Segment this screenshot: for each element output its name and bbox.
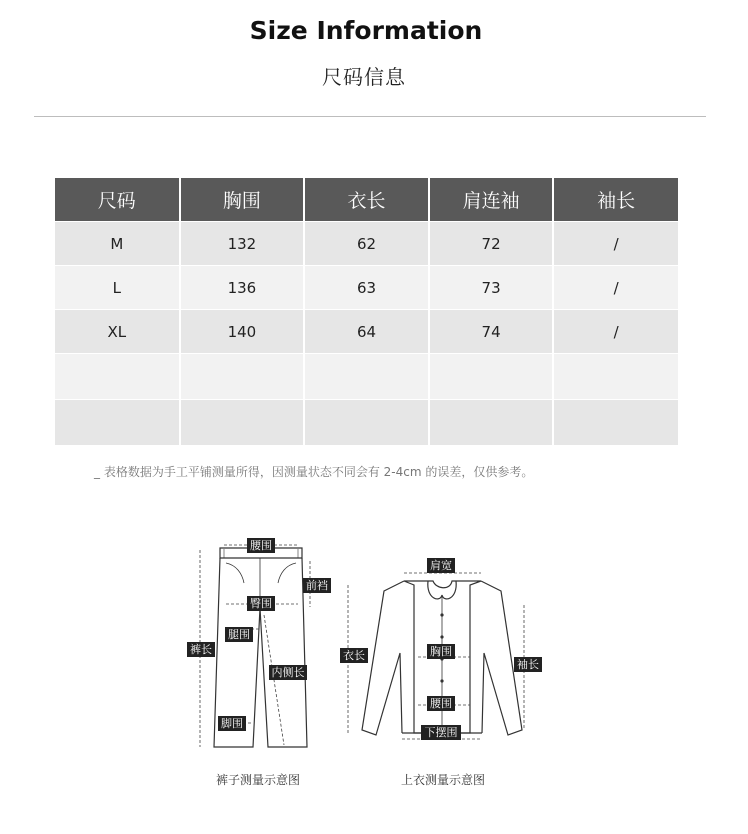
pants-label-inseam [269, 665, 307, 680]
column-header: 袖长 [553, 178, 678, 222]
pants-label-waist [247, 538, 275, 553]
table-row [55, 310, 678, 354]
table-cell: XL [55, 310, 180, 354]
table-row [55, 266, 678, 310]
svg-text:内侧长: 内侧长 [271, 666, 305, 679]
svg-text:前裆: 前裆 [306, 579, 328, 592]
measurement-note: _ 表格数据为手工平铺测量所得，因测量状态不同会有 2-4cm 的误差，仅供参考。 [94, 465, 534, 479]
svg-text:腰围: 腰围 [250, 539, 272, 552]
svg-text:腰围: 腰围 [430, 697, 452, 710]
measurement-diagrams [170, 525, 550, 761]
column-header: 肩连袖 [429, 178, 554, 222]
shirt-caption: 上衣测量示意图 [401, 773, 486, 787]
table-cell [55, 400, 180, 446]
table-cell [429, 400, 554, 446]
table-cell [304, 400, 429, 446]
shirt-label-sleeve [514, 657, 542, 672]
pants-label-leg-opening [218, 716, 246, 731]
svg-text:袖长: 袖长 [517, 658, 539, 671]
table-cell [304, 354, 429, 400]
table-cell: 63 [304, 266, 429, 310]
title-chinese: 尺码信息 [322, 65, 406, 89]
svg-text:臀围: 臀围 [250, 597, 272, 610]
table-cell [429, 354, 554, 400]
pants-label-length [187, 642, 215, 657]
size-table [55, 178, 678, 445]
shirt-label-hem [421, 725, 461, 740]
table-row-empty [55, 400, 678, 446]
title-english: Size Information [249, 16, 483, 45]
table-cell: 132 [180, 222, 305, 266]
table-cell: 140 [180, 310, 305, 354]
table-cell: 72 [429, 222, 554, 266]
table-cell: 62 [304, 222, 429, 266]
pants-caption: 裤子测量示意图 [216, 773, 301, 787]
table-cell [553, 354, 678, 400]
pants-label-thigh [225, 627, 253, 642]
svg-text:胸围: 胸围 [430, 645, 452, 658]
table-cell: / [553, 310, 678, 354]
table-cell: M [55, 222, 180, 266]
table-cell: 74 [429, 310, 554, 354]
table-cell [553, 400, 678, 446]
table-cell [180, 354, 305, 400]
table-cell: / [553, 266, 678, 310]
table-cell: L [55, 266, 180, 310]
table-cell [180, 400, 305, 446]
table-cell [55, 354, 180, 400]
pants-label-front-rise [303, 578, 331, 593]
svg-text:肩宽: 肩宽 [430, 559, 452, 572]
svg-text:裤长: 裤长 [190, 643, 212, 656]
pants-label-hip [247, 596, 275, 611]
svg-text:衣长: 衣长 [343, 649, 365, 662]
shirt-label-shoulder [427, 558, 455, 573]
table-row [55, 222, 678, 266]
svg-text:腿围: 腿围 [228, 628, 250, 641]
table-row-empty [55, 354, 678, 400]
table-header-row [55, 178, 678, 222]
svg-text:下摆围: 下摆围 [424, 726, 458, 739]
shirt-label-chest [427, 644, 455, 659]
table-cell: / [553, 222, 678, 266]
shirt-label-waist [427, 696, 455, 711]
shirt-label-length [340, 648, 368, 663]
svg-text:脚围: 脚围 [221, 717, 243, 730]
divider [34, 116, 706, 117]
column-header: 衣长 [304, 178, 429, 222]
column-header: 胸围 [180, 178, 305, 222]
table-cell: 73 [429, 266, 554, 310]
column-header: 尺码 [55, 178, 180, 222]
table-cell: 64 [304, 310, 429, 354]
table-cell: 136 [180, 266, 305, 310]
